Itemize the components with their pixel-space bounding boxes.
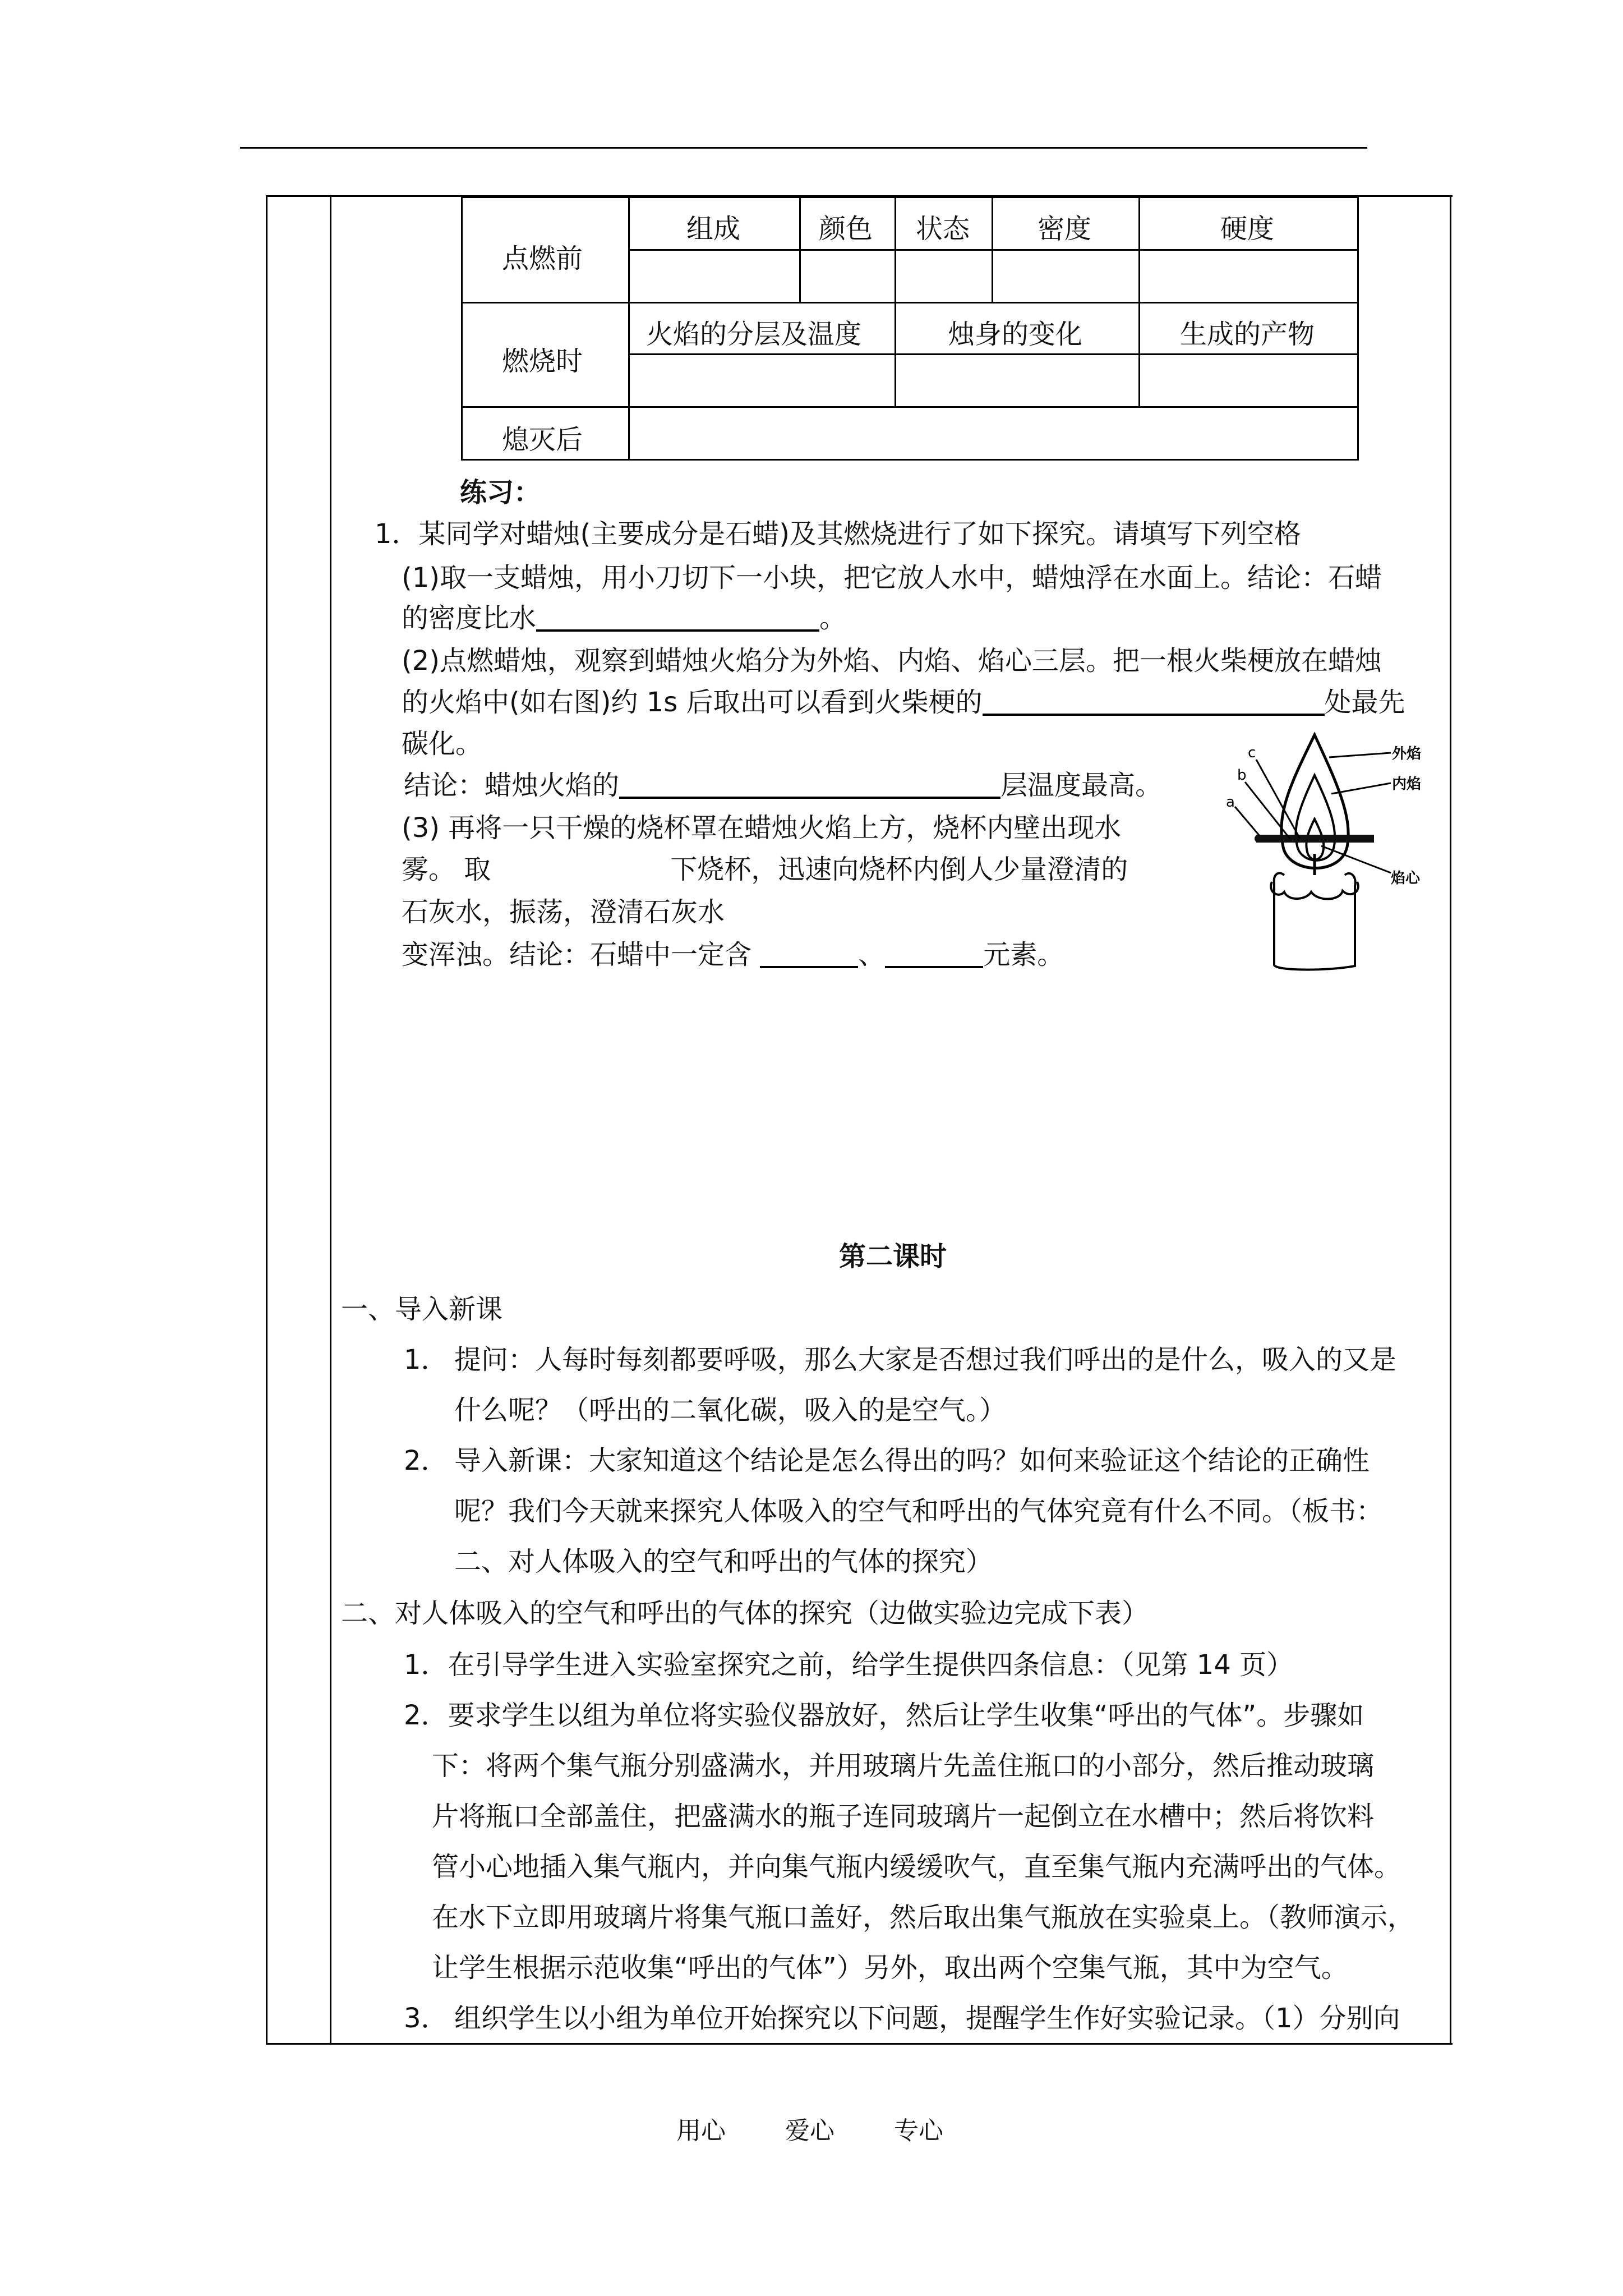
answer-blank-element-2[interactable] [885, 944, 983, 968]
outer-flame-shape [1281, 735, 1348, 868]
candle-flame-figure [1223, 724, 1422, 982]
exercise-p2-line4 [404, 772, 1162, 799]
outer-col-3 [1450, 195, 1451, 2045]
outer-col-1 [266, 195, 268, 2045]
lesson2-section2: 二、对人体吸入的空气和呼出的气体的探究（边做实验边完成下表） [341, 1598, 1149, 1629]
lesson2-item2-num: 2． [404, 1445, 448, 1476]
p1-text-b: 。 [819, 602, 847, 634]
exercise-q1: 1．某同学对蜡烛(主要成分是石蜡)及其燃烧进行了如下探究。请填写下列空格 [375, 518, 1301, 550]
exercise-p3-line3: 石灰水，振荡，澄清石灰水 [402, 896, 725, 928]
header-rule [240, 147, 1367, 149]
exercise-p2-line3: 碳化。 [402, 728, 483, 760]
lesson2-step2-line1: 2．要求学生以组为单位将实验仪器放好，然后让学生收集“呼出的气体”。步骤如 [404, 1700, 1364, 1731]
lesson2-step2-line4: 管小心地插入集气瓶内，并向集气瓶内缓缓吹气，直至集气瓶内充满呼出的气体。 [432, 1851, 1401, 1883]
p2-conclusion-a: 结论：蜡烛火焰的 [404, 770, 620, 801]
lesson2-item2-line3: 二、对人体吸入的空气和呼出的气体的探究） [454, 1546, 993, 1577]
col-header-hardness: 硬度 [1220, 213, 1275, 245]
exercise-p2-line1: (2)点燃蜡烛，观察到蜡烛火焰分为外焰、内焰、焰心三层。把一根火柴梗放在蜡烛 [402, 645, 1382, 677]
lesson2-item1-line2: 什么呢？（呼出的二氧化碳，吸入的是空气。） [454, 1395, 1007, 1426]
exercise-p3-line1: (3) 再将一只干燥的烧杯罩在蜡烛火焰上方，烧杯内壁出现水 [402, 812, 1122, 844]
exercise-heading: 练习： [460, 477, 541, 508]
col-header-products: 生成的产物 [1180, 319, 1315, 350]
answer-blank-density[interactable] [536, 607, 819, 632]
label-flame-core: 焰心 [1391, 870, 1421, 887]
p3-conclusion-c: 元素。 [983, 939, 1064, 970]
label-b: b [1237, 767, 1247, 784]
col-header-composition: 组成 [686, 213, 741, 245]
lesson2-step2-line5: 在水下立即用玻璃片将集气瓶口盖好，然后取出集气瓶放在实验桌上。（教师演示， [432, 1902, 1415, 1933]
p2-text-a: 的火焰中(如右图)约 1s 后取出可以看到火柴梗的 [402, 687, 983, 718]
col-header-flame-layers: 火焰的分层及温度 [646, 319, 862, 350]
p3-text-b: 下烧杯，迅速向烧杯内倒人少量澄清的 [670, 854, 1128, 885]
label-inner-flame: 内焰 [1392, 776, 1422, 793]
footer-text-3: 专心 [894, 2116, 943, 2145]
col-header-state: 状态 [916, 213, 970, 245]
lesson2-title: 第二课时 [839, 1241, 947, 1272]
col-header-candle-body: 烛身的变化 [948, 319, 1083, 350]
inner-flame-shape [1296, 775, 1335, 861]
exercise-p1-line2 [402, 602, 847, 634]
col-header-color: 颜色 [819, 213, 873, 245]
lesson2-item2-line1: 导入新课：大家知道这个结论是怎么得出的吗？如何来验证这个结论的正确性 [454, 1445, 1370, 1476]
lesson2-item2-line2: 呢？我们今天就来探究人体吸入的空气和呼出的气体究竟有什么不同。（板书： [454, 1496, 1384, 1527]
lesson2-item1-line1: 提问：人每时每刻都要呼吸，那么大家是否想过我们呼出的是什么，吸入的又是 [454, 1344, 1397, 1375]
label-a: a [1226, 794, 1235, 811]
exercise-p2-line2 [402, 689, 1405, 716]
p2-conclusion-b: 层温度最高。 [1000, 770, 1163, 801]
lesson2-step3-line1: 组织学生以小组为单位开始探究以下问题，提醒学生作好实验记录。（1）分别向 [454, 2003, 1400, 2034]
answer-blank-match-part[interactable] [983, 691, 1325, 716]
exercise-p3-line4 [402, 941, 1064, 968]
outer-table-bottom [266, 2043, 1453, 2045]
p3-conclusion-a: 变浑浊。结论：石蜡中一定含 [402, 939, 760, 970]
answer-blank-element-1[interactable] [760, 944, 858, 968]
col-header-density: 密度 [1038, 213, 1092, 245]
footer-text-2: 爱心 [785, 2116, 834, 2145]
p3-text-a: 雾。 取 [402, 854, 491, 885]
lesson2-step3-num: 3． [404, 2003, 448, 2034]
lesson2-step2-line6: 让学生根据示范收集“呼出的气体”）另外，取出两个空集气瓶，其中为空气。 [432, 1952, 1348, 1984]
p1-text-a: 的密度比水 [402, 602, 537, 634]
label-c: c [1248, 744, 1256, 761]
lesson2-step2-line2: 下：将两个集气瓶分别盛满水，并用玻璃片先盖住瓶口的小部分，然后推动玻璃 [432, 1750, 1375, 1782]
lesson2-step1: 1．在引导学生进入实验室探究之前，给学生提供四条信息：（见第 14 页） [404, 1649, 1294, 1681]
outer-col-2 [330, 195, 331, 2045]
exercise-p1-line1: (1)取一支蜡烛，用小刀切下一小块，把它放人水中，蜡烛浮在水面上。结论：石蜡 [402, 562, 1382, 593]
row-label-after: 熄灭后 [502, 424, 583, 455]
lesson2-step2-line3: 片将瓶口全部盖住，把盛满水的瓶子连同玻璃片一起倒立在水槽中；然后将饮料 [432, 1801, 1375, 1832]
row-label-before: 点燃前 [502, 243, 583, 274]
p3-sep: 、 [858, 939, 886, 970]
exercise-p3-line2 [402, 856, 1128, 883]
row-label-during: 燃烧时 [502, 346, 583, 377]
lesson2-item1-num: 1． [404, 1344, 448, 1375]
p2-text-b: 处最先 [1324, 687, 1405, 718]
footer-text-1: 用心 [676, 2116, 726, 2145]
answer-blank-hottest-layer[interactable] [619, 774, 1000, 799]
lesson2-section1: 一、导入新课 [341, 1294, 503, 1325]
label-outer-flame: 外焰 [1392, 746, 1422, 762]
